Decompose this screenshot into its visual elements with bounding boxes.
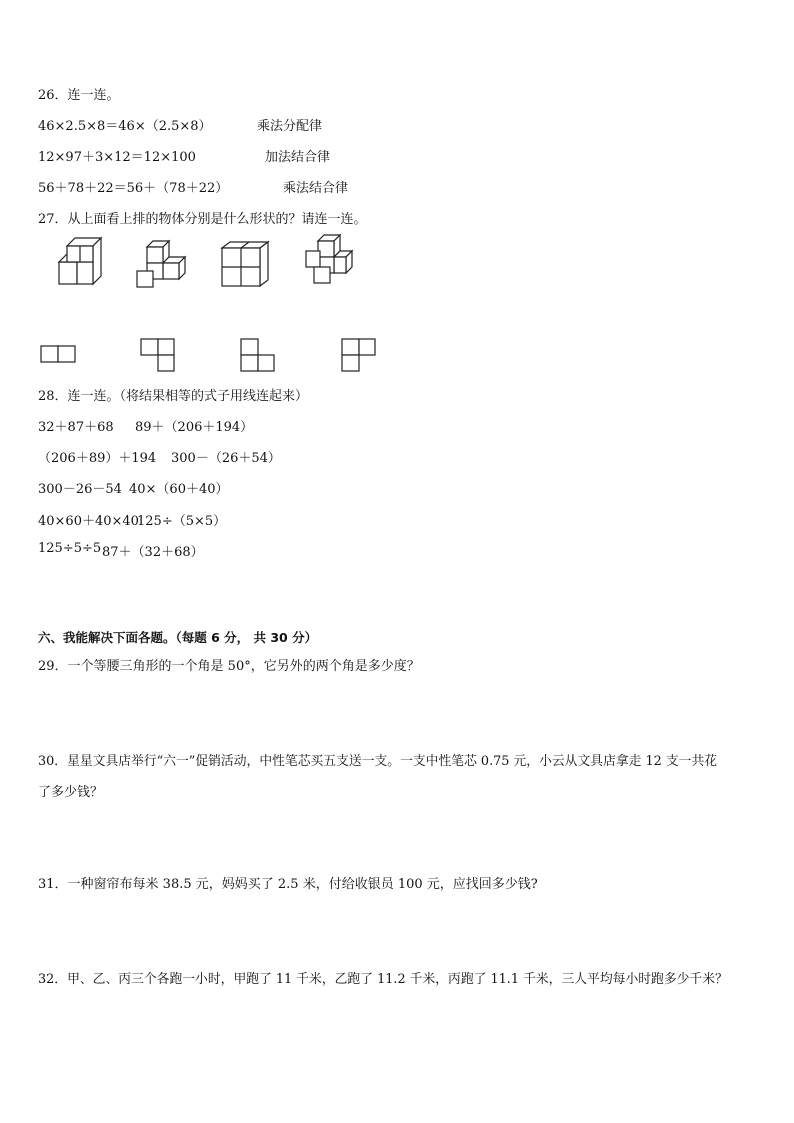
q28-left-4: 40×60＋40×40	[38, 514, 139, 529]
cube-figure-4	[300, 233, 356, 289]
top-view-4	[341, 338, 377, 372]
q28-left-1: 32＋87＋68	[38, 420, 114, 435]
q28-left-5: 125÷5÷5	[38, 541, 102, 556]
q26-title: 26．连一连。	[38, 88, 120, 103]
q28-right-3: 40×（60＋40）	[129, 482, 229, 497]
cube-figure-3	[220, 240, 270, 290]
q26-right-3: 乘法结合律	[283, 181, 349, 196]
q28-right-1: 89＋（206＋194）	[135, 420, 254, 435]
top-view-1	[40, 345, 76, 363]
q30-line-2: 了多少钱？	[38, 785, 104, 800]
q26-left-1: 46×2.5×8＝46×（2.5×8）	[38, 119, 212, 134]
cube-figure-2	[135, 239, 187, 291]
q28-left-2: （206＋89）＋194	[38, 451, 157, 466]
q30-line-1: 30．星星文具店举行“六一”促销活动，中性笔芯买五支送一支。一支中性笔芯 0.75 元，小云从文具店拿走 12 支一共花	[38, 754, 718, 769]
q26-right-2: 加法结合律	[265, 150, 331, 165]
top-view-2	[140, 338, 176, 372]
q26-left-3: 56＋78＋22＝56＋（78＋22）	[38, 181, 229, 196]
q32-text: 32．甲、乙、丙三个各跑一小时，甲跑了 11 千米，乙跑了 11.2 千米，丙跑了 11.1 千米，三人平均每小时跑多少千米？	[38, 972, 728, 987]
q28-left-3: 300－26－54	[38, 482, 122, 497]
q28-right-5: 87＋（32＋68）	[102, 545, 204, 560]
q29-text: 29．一个等腰三角形的一个角是 50°，它另外的两个角是多少度？	[38, 659, 420, 674]
q27-title: 27．从上面看上排的物体分别是什么形状的？请连一连。	[38, 212, 367, 227]
q26-left-2: 12×97＋3×12＝12×100	[38, 150, 196, 165]
q28-right-4: 125÷（5×5）	[137, 514, 227, 529]
section-6-title: 六、我能解决下面各题。（每题 6 分， 共 30 分）	[38, 630, 318, 645]
q28-right-2: 300－（26＋54）	[171, 451, 281, 466]
q26-right-1: 乘法分配律	[257, 119, 323, 134]
cube-figure-1	[55, 226, 105, 288]
q31-text: 31．一种窗帘布每米 38.5 元，妈妈买了 2.5 米，付给收银员 100 元，应找回多少钱?	[38, 877, 538, 892]
q28-title: 28．连一连。（将结果相等的式子用线连起来）	[38, 389, 309, 404]
top-view-3	[240, 338, 276, 372]
